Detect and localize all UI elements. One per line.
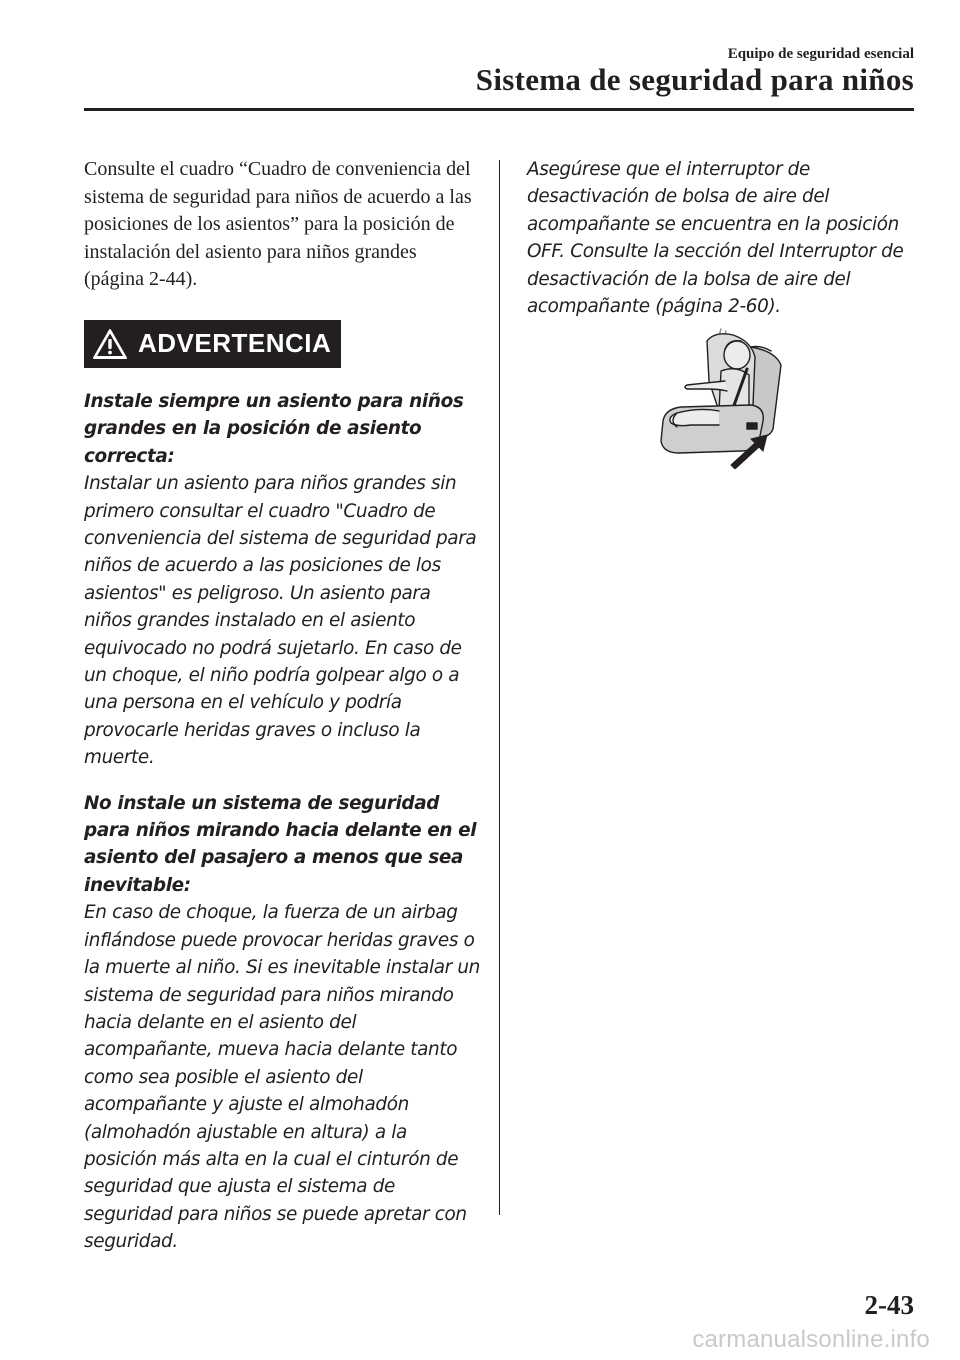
watermark: carmanualsonline.info bbox=[692, 1326, 930, 1353]
warning-triangle-icon bbox=[92, 328, 128, 360]
header-rule bbox=[84, 108, 914, 111]
right-body-paragraph: Asegúrese que el interruptor de desactivación de bolsa de aire del acompañante se encuentra en la posición OFF. Consulte la sección del Interruptor de desactivación de la bolsa de aire del acompañante (página 2-60). bbox=[527, 159, 904, 318]
warning-badge bbox=[84, 320, 341, 368]
warning-item-seat-position bbox=[84, 388, 480, 772]
intro-paragraph: Consulte el cuadro “Cuadro de conveniencia del sistema de seguridad para niños de acuerdo a las posiciones de los asientos” para la posición de instalación del asiento para niños grandes (página 2-44). bbox=[84, 158, 472, 291]
warning-item-forward-facing bbox=[84, 790, 480, 1256]
left-column bbox=[84, 156, 480, 1256]
warning-body: Instalar un asiento para niños grandes sin primero consultar el cuadro "Cuadro de conveniencia del sistema de seguridad para niños de acuerdo a las posiciones de los asientos" es peligroso. Un asiento para niños grandes instalado en el asiento equivocado no podrá sujetarlo. En caso de un choque, el niño podría golpear algo o a una persona en el vehículo y podría provocarle heridas graves o incluso la muerte. bbox=[84, 473, 477, 769]
column-divider bbox=[499, 160, 500, 1215]
warning-heading: No instale un sistema de seguridad para niños mirando hacia delante en el asiento del pasajero a menos que sea inevitable: bbox=[84, 792, 477, 896]
child-booster-seat-illustration bbox=[655, 325, 791, 469]
right-column bbox=[527, 156, 907, 320]
warning-heading: Instale siempre un asiento para niños grandes en la posición de asiento correcta: bbox=[84, 390, 464, 467]
page-title: Sistema de seguridad para niños bbox=[475, 62, 914, 97]
page-number: 2-43 bbox=[864, 1290, 914, 1320]
warning-body: En caso de choque, la fuerza de un airbag inflándose puede provocar heridas graves o la muerte al niño. Si es inevitable instalar un sistema de seguridad para niños mirando hacia delante en el asiento del acompañante, mueva hacia delante tanto como sea posible el asiento del acompañante y ajuste el almohadón (almohadón ajustable en altura) a la posición más alta en la cual el cinturón de seguridad que ajusta el sistema de seguridad para niños se puede apretar con seguridad. bbox=[84, 902, 480, 1253]
header-section: Equipo de seguridad esencial bbox=[727, 46, 914, 62]
warning-label: ADVERTENCIA bbox=[138, 328, 332, 359]
